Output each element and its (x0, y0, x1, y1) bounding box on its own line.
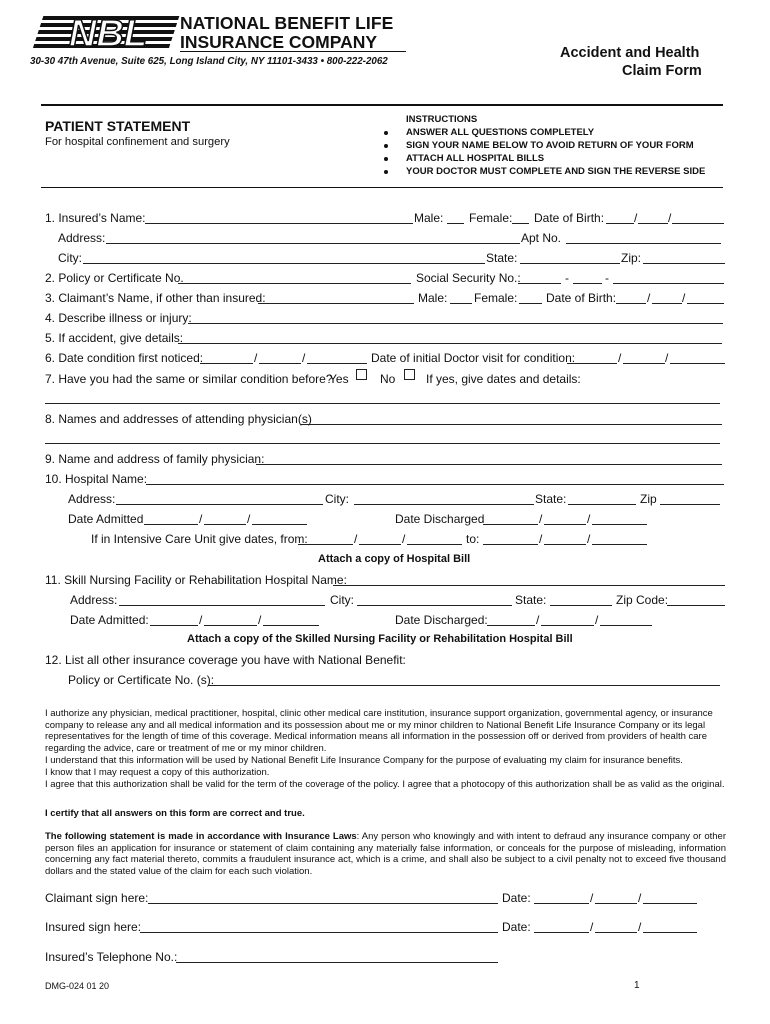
certification-statement: I certify that all answers on this form are correct and true. (45, 808, 305, 819)
hospital-name-field[interactable] (146, 484, 724, 485)
q11-admitted-label: Date Admitted: (70, 613, 149, 627)
icu-to-month[interactable] (483, 544, 538, 545)
apt-no-label: Apt No. (521, 231, 562, 245)
attach-snf-bill-note: Attach a copy of the Skilled Nursing Facility or Rehabilitation Hospital Bill (187, 633, 573, 645)
telephone-label: Insured’s Telephone No.: (45, 950, 178, 964)
bullet-dot (384, 144, 388, 148)
q1-insured-name-label: 1. Insured’s Name: (45, 211, 146, 225)
icu-from-month[interactable] (298, 544, 353, 545)
insured-date-year[interactable] (643, 932, 697, 933)
hospital-zip-field[interactable] (660, 504, 720, 505)
insured-telephone-field[interactable] (176, 962, 498, 963)
date-slash: / (587, 532, 591, 546)
attach-hospital-bill-note: Attach a copy of Hospital Bill (318, 553, 471, 565)
q11-label: 11. Skill Nursing Facility or Rehabilitation Hospital Name: (45, 573, 347, 587)
q7-yes-checkbox[interactable] (356, 369, 367, 380)
q11-state-label: State: (515, 593, 547, 607)
q6-label: 6. Date condition first noticed: (45, 351, 204, 365)
form-code: DMG-024 01 20 (45, 981, 110, 991)
date-slash: / (258, 613, 262, 627)
q2-ssn-label: Social Security No.: (416, 271, 521, 285)
ssn-part2-field[interactable] (573, 283, 602, 284)
snf-admitted-day[interactable] (204, 625, 257, 626)
hospital-state-field[interactable] (568, 504, 636, 505)
q10-state-label: State: (535, 492, 567, 506)
q8-label: 8. Names and addresses of attending physician(s) (45, 412, 312, 426)
q11-zip-label: Zip Code: (616, 593, 669, 607)
icu-from-year[interactable] (407, 544, 462, 545)
date-slash: / (590, 920, 594, 934)
ssn-dash: - (605, 271, 609, 285)
insured-signature-field[interactable] (140, 932, 498, 933)
q9-label: 9. Name and address of family physician: (45, 452, 265, 466)
snf-admitted-month[interactable] (150, 625, 198, 626)
q6-initial-visit-label: Date of initial Doctor visit for condition: (371, 351, 576, 365)
claimant-date-day[interactable] (595, 903, 637, 904)
bullet-dot (384, 170, 388, 174)
date-slash: / (665, 351, 669, 365)
claimant-dob-month[interactable] (616, 303, 646, 304)
claimant-signature-field[interactable] (148, 903, 498, 904)
insured-male-field[interactable] (447, 223, 464, 224)
q1-female-label: Female: (469, 211, 513, 225)
state-label: State: (486, 251, 518, 265)
insured-address-field[interactable] (106, 243, 520, 244)
hospital-admitted-month[interactable] (144, 524, 198, 525)
svg-text:NBL: NBL (68, 14, 148, 50)
q7-no-label: No (380, 372, 396, 386)
illness-description-field[interactable] (188, 323, 723, 324)
q3-male-label: Male: (418, 291, 448, 305)
claimant-female-field[interactable] (519, 303, 542, 304)
authorization-validity: I agree that this authorization shall be valid for the term of the coverage of the policy. I agree that a photocopy of this authorization shall be as valid as the original. (45, 779, 725, 790)
hospital-discharged-day[interactable] (544, 524, 586, 525)
date-slash: / (634, 211, 638, 225)
q7-if-yes-label: If yes, give dates and details: (426, 372, 581, 386)
ssn-part1-field[interactable] (518, 283, 561, 284)
insured-dob-month[interactable] (606, 223, 634, 224)
other-policy-numbers-field[interactable] (208, 685, 720, 686)
bullet-dot (384, 157, 388, 161)
date-slash: / (618, 351, 622, 365)
q7-no-checkbox[interactable] (404, 369, 415, 380)
insured-zip-field[interactable] (643, 263, 725, 264)
fraud-warning (45, 831, 726, 877)
authorization-copy: I know that I may request a copy of this authorization. (45, 767, 270, 778)
date-slash: / (402, 532, 406, 546)
q7-yes-label: Yes (329, 372, 349, 386)
snf-discharged-day[interactable] (541, 625, 594, 626)
date-slash: / (354, 532, 358, 546)
ssn-dash: - (565, 271, 569, 285)
date-slash: / (587, 512, 591, 526)
q1-dob-label: Date of Birth: (534, 211, 605, 225)
hospital-admitted-day[interactable] (204, 524, 246, 525)
insured-name-field[interactable] (145, 223, 413, 224)
q3-dob-label: Date of Birth: (546, 291, 617, 305)
icu-from-day[interactable] (359, 544, 401, 545)
q2-policy-label: 2. Policy or Certificate No. (45, 271, 184, 285)
snf-zip-field[interactable] (667, 605, 725, 606)
q10-city-label: City: (325, 492, 349, 506)
authorization-purpose: I understand that this information will be used by National Benefit Life Insurance Company for the purpose of evaluating my claim for insurance benefits. (45, 755, 683, 766)
condition-noticed-year[interactable] (307, 363, 367, 364)
insured-sign-label: Insured sign here: (45, 920, 142, 934)
date-slash: / (595, 613, 599, 627)
date-slash: / (638, 920, 642, 934)
company-address: 30-30 47th Avenue, Suite 625, Long Island City, NY 11101-3433 • 800-222-2062 (30, 56, 388, 67)
insured-apt-field[interactable] (566, 243, 721, 244)
claimant-date-year[interactable] (643, 903, 697, 904)
initial-visit-year[interactable] (670, 363, 725, 364)
form-title-line1: Accident and Health (560, 45, 700, 61)
date-slash: / (539, 532, 543, 546)
hospital-city-field[interactable] (354, 504, 534, 505)
insured-dob-year[interactable] (672, 223, 724, 224)
insured-dob-day[interactable] (638, 223, 668, 224)
q4-label: 4. Describe illness or injury: (45, 311, 192, 325)
q10-zip-label: Zip (640, 492, 657, 506)
company-name-line2: INSURANCE COMPANY (180, 32, 378, 52)
accident-details-field[interactable] (178, 343, 722, 344)
claimant-sign-label: Claimant sign here: (45, 891, 149, 905)
claimant-dob-day[interactable] (652, 303, 682, 304)
claimant-date-month[interactable] (534, 903, 589, 904)
insured-date-month[interactable] (534, 932, 589, 933)
q10-discharged-label: Date Discharged (395, 512, 485, 526)
snf-discharged-year[interactable] (600, 625, 652, 626)
section-top-rule (41, 104, 723, 106)
insured-state-field[interactable] (520, 263, 620, 264)
date-slash: / (539, 512, 543, 526)
nbl-logo-graphic (30, 14, 180, 50)
snf-discharged-month[interactable] (487, 625, 535, 626)
q3-claimant-label: 3. Claimant’s Name, if other than insured: (45, 291, 266, 305)
q5-label: 5. If accident, give details: (45, 331, 184, 345)
instruction-item-2: SIGN YOUR NAME BELOW TO AVOID RETURN OF YOUR FORM (406, 140, 694, 151)
section-divider (41, 187, 723, 188)
page-number: 1 (634, 980, 640, 991)
date-slash: / (590, 891, 594, 905)
prior-condition-details-field[interactable] (45, 403, 720, 404)
q12-policy-label: Policy or Certificate No. (s): (68, 673, 215, 687)
fraud-warning-lead: The following statement is made in accordance with Insurance Laws (45, 831, 357, 842)
date-slash: / (302, 351, 306, 365)
zip-label: Zip: (621, 251, 642, 265)
policy-number-field[interactable] (178, 283, 411, 284)
attending-physicians-field-2[interactable] (45, 443, 720, 444)
attending-physicians-field[interactable] (301, 424, 722, 425)
initial-visit-month[interactable] (567, 363, 617, 364)
condition-noticed-day[interactable] (259, 363, 301, 364)
hospital-discharged-month[interactable] (483, 524, 538, 525)
company-logo (30, 14, 180, 50)
snf-address-field[interactable] (119, 605, 325, 606)
hospital-discharged-year[interactable] (592, 524, 647, 525)
claimant-dob-year[interactable] (687, 303, 724, 304)
date-slash: / (638, 891, 642, 905)
q10-label: 10. Hospital Name: (45, 472, 148, 486)
fraud-warning-body: : Any person who knowingly and with intent to defraud any insurance company or other person files an application for insurance or statement of claim containing any materially false information, or conceals for the purpose of misleading, information concerning any fact material thereto, commits a fraudulent insurance act, which is a crime, and shall also be subject to a civil penalty not to exceed five thousand dollars and the stated value of the claim for each such violation. (45, 831, 726, 877)
date-slash: / (668, 211, 672, 225)
claimant-date-label: Date: (502, 891, 531, 905)
q10-admitted-label: Date Admitted (68, 512, 144, 526)
insured-date-day[interactable] (595, 932, 637, 933)
snf-city-field[interactable] (357, 605, 512, 606)
instruction-item-3: ATTACH ALL HOSPITAL BILLS (406, 153, 545, 164)
claimant-male-field[interactable] (450, 303, 472, 304)
bullet-dot (384, 131, 388, 135)
q11-address-label: Address: (70, 593, 118, 607)
q10-address-label: Address: (68, 492, 116, 506)
snf-admitted-year[interactable] (263, 625, 319, 626)
insured-female-field[interactable] (512, 223, 529, 224)
q11-discharged-label: Date Discharged: (395, 613, 488, 627)
icu-to-year[interactable] (592, 544, 647, 545)
header-rule (180, 51, 406, 52)
snf-state-field[interactable] (550, 605, 612, 606)
claimant-name-field[interactable] (258, 303, 414, 304)
form-title-line2: Claim Form (622, 63, 702, 79)
date-slash: / (247, 512, 251, 526)
q10-to-label: to: (466, 532, 480, 546)
q11-city-label: City: (330, 593, 354, 607)
company-name-line1: NATIONAL BENEFIT LIFE (180, 13, 394, 33)
instructions-heading: INSTRUCTIONS (406, 114, 478, 125)
insured-city-field[interactable] (83, 263, 485, 264)
condition-noticed-month[interactable] (200, 363, 253, 364)
address-label: Address: (58, 231, 106, 245)
family-physician-field[interactable] (256, 464, 722, 465)
section-subtitle: For hospital confinement and surgery (45, 136, 230, 148)
authorization-paragraph: I authorize any physician, medical practitioner, hospital, clinic other medical care institution, insurance support organization, governmental agency, or insurance company to release any and all medical information and its possession about me or my minor children to National Benefit Life Insurance Company or its legal representatives for the length of time of this coverage. Medical information means all information in the possession off or derived from providers of health care regarding the advice, care or treatment of me or my minor children. (45, 708, 713, 754)
icu-to-day[interactable] (544, 544, 586, 545)
q3-female-label: Female: (474, 291, 518, 305)
instruction-item-4: YOUR DOCTOR MUST COMPLETE AND SIGN THE REVERSE SIDE (406, 166, 706, 177)
date-slash: / (647, 291, 651, 305)
insured-date-label: Date: (502, 920, 531, 934)
q7-label: 7. Have you had the same or similar condition before? (45, 372, 333, 386)
section-title: PATIENT STATEMENT (45, 118, 191, 134)
ssn-part3-field[interactable] (613, 283, 724, 284)
date-slash: / (536, 613, 540, 627)
q1-male-label: Male: (414, 211, 444, 225)
date-slash: / (199, 512, 203, 526)
q12-label: 12. List all other insurance coverage you have with National Benefit: (45, 653, 406, 667)
date-slash: / (254, 351, 258, 365)
city-label: City: (58, 251, 82, 265)
snf-name-field[interactable] (333, 585, 725, 586)
initial-visit-day[interactable] (623, 363, 665, 364)
instruction-item-1: ANSWER ALL QUESTIONS COMPLETELY (406, 127, 595, 138)
hospital-admitted-year[interactable] (252, 524, 307, 525)
date-slash: / (199, 613, 203, 627)
hospital-address-field[interactable] (116, 504, 323, 505)
date-slash: / (682, 291, 686, 305)
q10-icu-label: If in Intensive Care Unit give dates, from: (91, 532, 308, 546)
